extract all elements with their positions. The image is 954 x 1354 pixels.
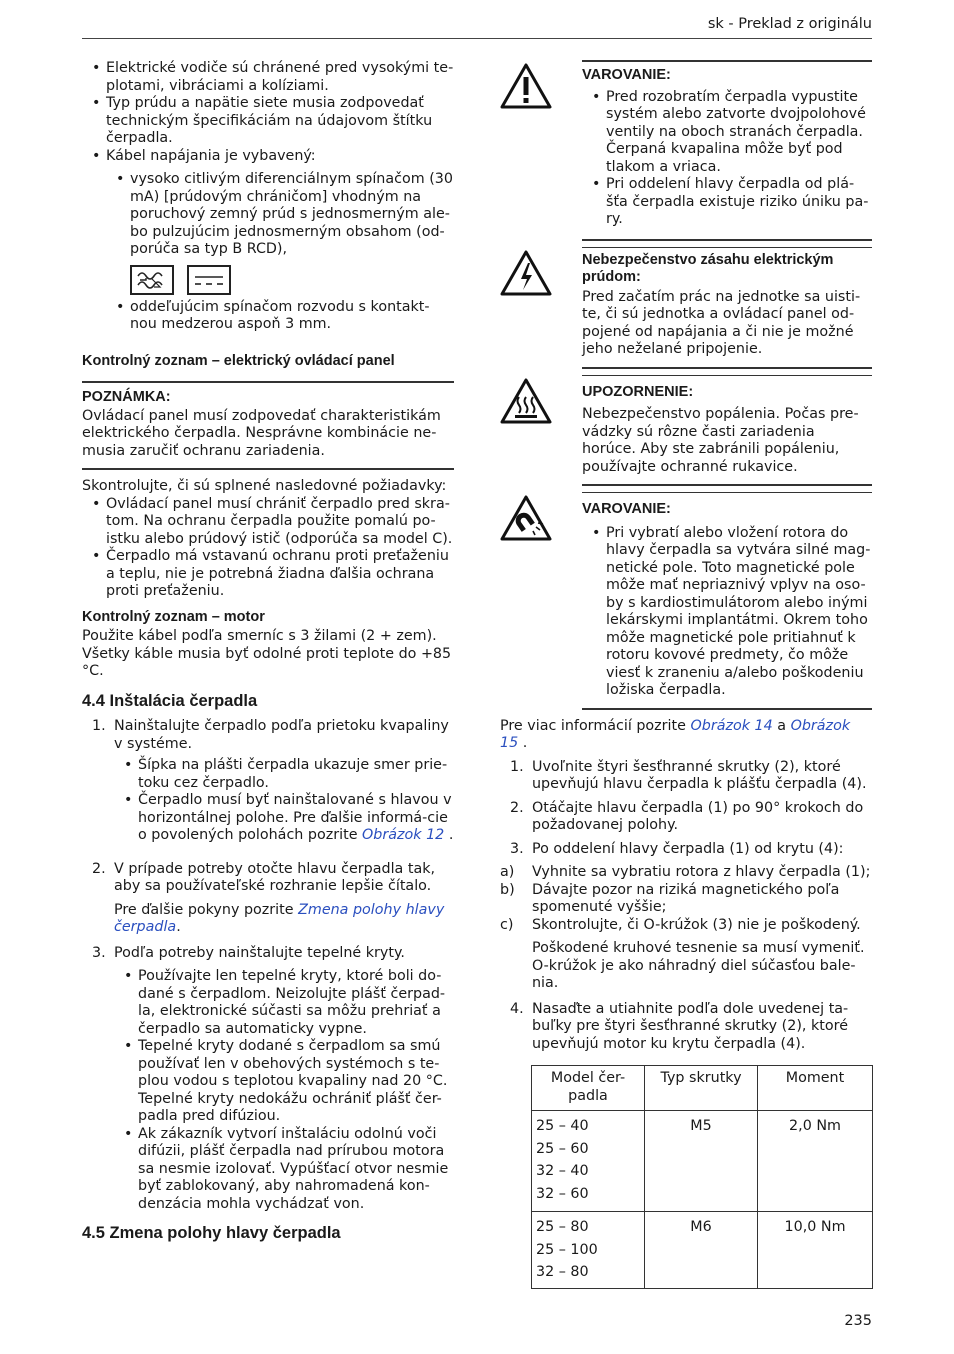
list-item: 2. V prípade potreby otočte hlavu čerpadla tak, aby sa používateľské rozhranie lepšie čítalo. Pre ďalšie pokyny pozrite Zmena polohy hlavy čerpadla.	[92, 860, 445, 935]
note-title: POZNÁMKA:	[82, 389, 171, 405]
list-item: b) Dávajte pozor na riziká magnetického poľa spomenuté vyššie;	[500, 881, 840, 915]
list-item: • Používajte len tepelné kryty, ktoré boli do-dané s čerpadlom. Neizolujte plášť čerpad-la, elektronické súčasti sa môžu prehriať a čerpadlo sa automaticky vypne.	[114, 968, 454, 1038]
figure-12-link[interactable]: Obrázok 12	[362, 827, 445, 843]
figure-15-link[interactable]: Obrázok 15	[500, 717, 851, 751]
oring-note: Poškodené kruhové tesnenie sa musí vymeniť. O-krúžok je ako náhradný diel súčasťou bale-nia.	[532, 940, 865, 991]
list-item: • Pred rozobratím čerpadla vypustite systém alebo zatvorte dvojpolohové ventily na oboch stranách čerpadla. Čerpaná kvapalina môže byť pod tlakom a vriaca.	[582, 89, 872, 177]
list-item: • oddeľujúcim spínačom rozvodu s kontakt-nou medzerou aspoň 3 mm.	[106, 299, 454, 334]
note-box	[82, 381, 454, 460]
check-intro: Skontrolujte, či sú splnené nasledovné požiadavky:	[82, 478, 447, 494]
cable-sub-list-2	[82, 299, 454, 334]
hot-surface-icon	[500, 377, 552, 425]
section-4-5-title: 4.5 Zmena polohy hlavy čerpadla	[82, 1224, 341, 1242]
section-4-4-title: 4.4 Inštalácia čerpadla	[82, 691, 258, 710]
table-header: Model čer-padla	[532, 1066, 645, 1111]
caution-text: Nebezpečenstvo popálenia. Počas pre-vádzky sú rôzne časti zariadenia horúce. Aby ste zabránili popáleniu, používajte ochranné rukavice.	[582, 406, 859, 475]
warning-triangle-icon	[500, 62, 552, 110]
list-item: • Pri oddelení hlavy čerpadla od plá-šťa čerpadla existuje riziko úniku pa-ry.	[582, 176, 872, 229]
list-item: a) Vyhnite sa vybratiu rotora z hlavy čerpadla (1);	[500, 864, 871, 880]
list-item: • Šípka na plášti čerpadla ukazuje smer prie-toku cez čerpadlo.	[114, 757, 454, 792]
checklist-panel-title: Kontrolný zoznam – elektrický ovládací panel	[82, 352, 395, 369]
figure-14-link[interactable]: Obrázok 14	[690, 717, 773, 734]
list-item: • Elektrické vodiče sú chránené pred vysokými te-plotami, vibráciami a kolíziami.	[82, 60, 454, 95]
more-info: Pre viac informácií pozrite Obrázok 14 a Obrázok 15 .	[500, 717, 851, 751]
note-divider	[82, 468, 454, 470]
magnetic-field-icon	[500, 494, 552, 542]
right-column	[500, 60, 872, 1289]
list-item: • Čerpadlo musí byť nainštalované s hlavou v horizontálnej polohe. Pre ďalšie informá-cie o povolených polohách pozrite Obrázok 12 .	[114, 792, 454, 845]
list-item: 4. Nasaďte a utiahnite podľa dole uvedenej ta-buľky pre štyri šesťhranné skrutky (2), ktoré upevňujú motor ku krytu čerpadla (4).	[510, 1000, 849, 1052]
list-item: • Pri vybratí alebo vložení rotora do hlavy čerpadla sa vytvára silné mag-netické pole. Toto magnetické pole môže mať nepriaznivý vplyv na oso-by s kardiostimulátorom alebo inými lekárskymi implantátmi. Okrem toho môže magnetické pole pritiahnuť k rotoru kovové predmety, čo môže viesť k zraneniu a/alebo poškodeniu ložiska čerpadla.	[582, 525, 872, 700]
warning-block	[500, 60, 872, 229]
list-item: • Ovládací panel musí chrániť čerpadlo pred skra-tom. Na ochranu čerpadla použite pomalú po-istku alebo prúdový istič (odporúča sa model C).	[82, 496, 454, 549]
page-header	[82, 14, 872, 39]
page-number: 235	[844, 1313, 872, 1329]
table-header: Typ skrutky	[645, 1066, 758, 1111]
table-row: 25 – 40 25 – 60 32 – 40 32 – 60 M5 2,0 Nm	[532, 1111, 873, 1212]
header-language: sk - Preklad z originálu	[707, 16, 872, 32]
magnetic-warning-title: VAROVANIE:	[582, 501, 671, 517]
table-header: Moment	[758, 1066, 873, 1111]
list-item: 3. Po oddelení hlavy čerpadla (1) od krytu (4):	[510, 840, 844, 857]
list-item: 1. Uvoľnite štyri šesťhranné skrutky (2), ktoré upevňujú hlavu čerpadla k plášťu čerpadla (4).	[510, 758, 867, 792]
torque-table	[531, 1065, 873, 1289]
list-item: • Ak zákazník vytvorí inštaláciu odolnú voči difúzii, plášť čerpadla nad prírubou motora sa nesmie izolovať. Vypúšťací otvor nesmie byť zablokovaný, aby nahromadená kon-denzácia mohla vychádzať von.	[114, 1126, 454, 1214]
table-row: 25 – 80 25 – 100 32 – 80 M6 10,0 Nm	[532, 1212, 873, 1289]
magnetic-warning-block	[500, 492, 872, 700]
caution-title: UPOZORNENIE:	[582, 383, 694, 400]
ac-pulse-symbol-icon	[130, 265, 174, 295]
requirements-list	[82, 60, 454, 165]
checklist-motor-title: Kontrolný zoznam – motor	[82, 608, 265, 625]
note-text: Ovládací panel musí zodpovedať charakteristikám elektrického čerpadla. Nesprávne kombinácie ne-musia zaručiť ochranu zariadenia.	[82, 407, 441, 459]
list-item: 2. Otáčajte hlavu čerpadla (1) po 90° krokoch do požadovanej polohy.	[510, 799, 864, 833]
check-list	[82, 496, 454, 601]
caution-block	[500, 375, 872, 477]
list-item: • Kábel napájania je vybavený:	[82, 148, 454, 166]
sub-steps	[500, 864, 872, 934]
list-item: c) Skontrolujte, či O-krúžok (3) nie je poškodený.	[500, 916, 861, 933]
list-item: • Čerpadlo má vstavanú ochranu proti preťaženiu a teplu, nie je potrebná žiadna ďalšia ochrana proti preťaženiu.	[82, 548, 454, 601]
left-column	[82, 60, 454, 1243]
list-item: • vysoko citlivým diferenciálnym spínačom (30 mA) [prúdovým chráničom] vhodným na poruchový zemný prúd s jednosmerným ale-bo pulzujúcim jednosmerným obsahom (od-porúča sa typ B RCD),	[106, 171, 454, 259]
list-item: 3. Podľa potreby nainštalujte tepelné kryty. • Používajte len tepelné kryty, ktoré boli do-dané s čerpadlom. Neizolujte plášť čerpad-la, elektronické súčasti sa môžu prehriať a čerpadlo sa automaticky vypne. • Tepelné kryty dodané s čerpadlom sa smú používať len v obehových systémoch s te-plou vodou s teplotou kvapaliny nad 20 °C. Tepelné kryty nedokážu ochrániť plášť čer-padla pred difúziou. • Ak zákazník vytvorí inštaláciu odolnú voči difúzii, plášť čerpadla nad prírubou motora sa nesmie izolovať. Vypúšťací otvor nesmie byť zablokovaný, aby nahromadená kon-denzácia mohla vychádzať von.	[82, 945, 454, 1214]
electric-warning-title: Nebezpečenstvo zásahu elektrickým prúdom:	[582, 251, 834, 285]
electric-warning-text: Pred začatím prác na jednotke sa uisti-te, či sú jednotka a ovládací panel od-pojené od napájania a či nie je možné jeho neželané pripojenie.	[582, 288, 861, 357]
list-item: • Tepelné kryty dodané s čerpadlom sa smú používať len v obehových systémoch s te-plou vodou s teplotou kvapaliny nad 20 °C. Tepelné kryty nedokážu ochrániť plášť čer-padla pred difúziou.	[114, 1038, 454, 1126]
dc-symbol-icon	[187, 265, 231, 295]
install-steps	[82, 718, 454, 1213]
motor-text: Použite kábel podľa smerníc s 3 žilami (2 + zem). Všetky káble musia byť odolné proti teplote do +85 °C.	[82, 628, 452, 679]
list-item: 1. Nainštalujte čerpadlo podľa prietoku kvapaliny v systéme. • Šípka na plášti čerpadla ukazuje smer prie-toku cez čerpadlo. • Čerpadlo musí byť nainštalované s hlavou v horizontálnej polohe. Pre ďalšie informá-cie o povolených polohách pozrite Obrázok 12 .	[82, 718, 454, 845]
electric-warning-block	[500, 247, 872, 359]
cable-sub-list	[82, 171, 454, 259]
warning-title: VAROVANIE:	[582, 67, 671, 83]
change-head-position-link[interactable]: Zmena polohy hlavy čerpadla	[114, 901, 445, 935]
head-position-steps	[500, 759, 872, 859]
table-header-row	[532, 1066, 873, 1111]
rcd-symbols	[130, 265, 454, 295]
list-item: • Typ prúdu a napätie siete musia zodpovedať technickým špecifikáciám na údajovom štítku čerpadla.	[82, 95, 454, 148]
electric-hazard-icon	[500, 249, 552, 297]
